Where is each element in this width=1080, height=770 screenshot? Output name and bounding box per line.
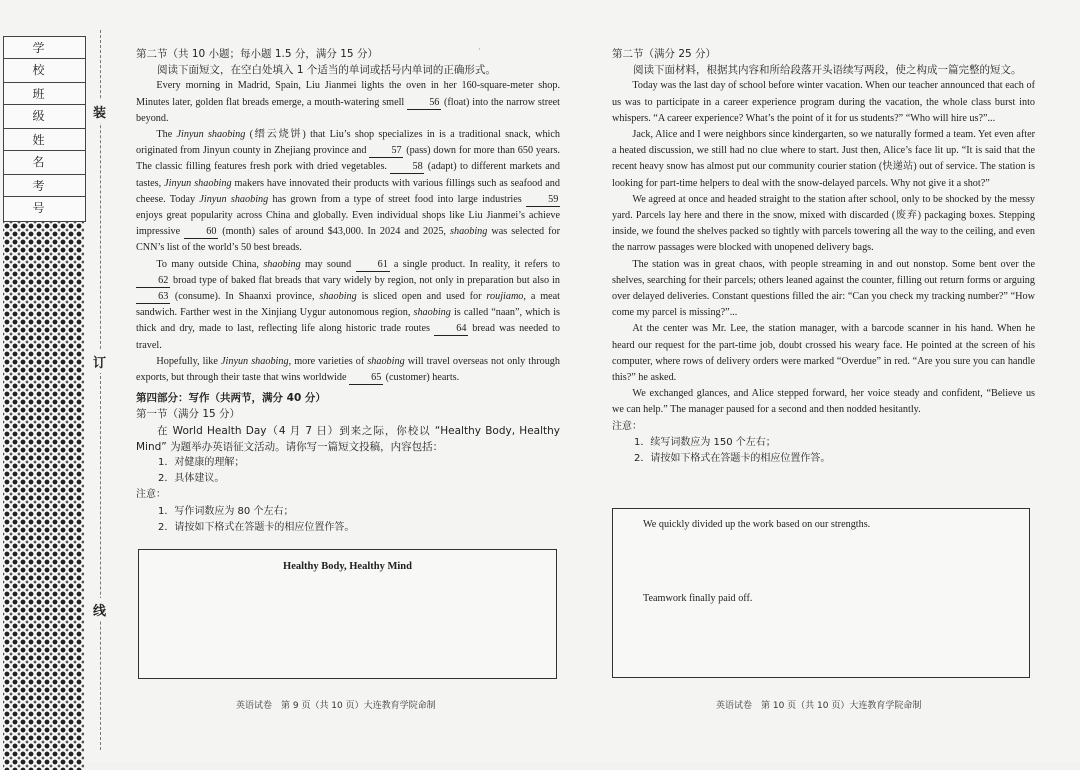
security-pattern	[3, 222, 84, 770]
blank-64[interactable]: 64	[434, 323, 468, 336]
school-label: 学 校	[4, 37, 85, 59]
blank-56[interactable]: 56	[407, 97, 441, 110]
passage-paragraph: Every morning in Madrid, Spain, Liu Jianmei lights the oven in her 160-square-meter shop. Minutes later, golden flat breads emerge, a mouth-watering smell 56 (float) into the narrow street beyond.	[136, 80, 560, 124]
essay-title: Healthy Body, Healthy Mind	[283, 561, 412, 572]
bind-char-zhuang: 装	[93, 100, 106, 123]
right-section-heading: 第二节（满分 25 分）	[612, 48, 717, 60]
story-paragraph: We exchanged glances, and Alice stepped forward, her voice steady and confident, “Believe us we can help.” The manager paused for a second and then nodded hesitantly.	[612, 388, 1056, 416]
blank-62[interactable]: 62	[136, 275, 170, 288]
bind-char-ding: 订	[93, 350, 106, 373]
school-field[interactable]	[3, 36, 86, 84]
right-column	[612, 46, 1056, 467]
writing-task: 在 World Health Day（4 月 7 日）到来之际，你校以 “Healthy Body, Healthy Mind” 为题举办英语征文活动。请你写一篇短文投稿，内容包括：	[136, 424, 560, 453]
section1-heading: 第一节（满分 15 分）	[136, 408, 241, 421]
continuation-instruction: 阅读下面材料，根据其内容和所给段落开头语续写两段，使之构成一篇完整的短文。	[633, 64, 1022, 77]
note-item: 2．请按如下格式在答题卡的相应位置作答。	[634, 453, 831, 465]
page-footer-left: 英语试卷 第 9 页（共 10 页）大连教育学院命制	[236, 701, 436, 711]
story-paragraph: At the center was Mr. Lee, the station manager, with a barcode scanner in his hand. When he heard our request for the part-time job, doubt crossed his weary face. He pointed at the screen of his computer, where rows of delivery orders were marked “Overdue” in red. “Are you sure you can handle this?” he asked.	[612, 323, 1035, 384]
page-footer-right: 英语试卷 第 10 页（共 10 页）大连教育学院命制	[716, 701, 922, 711]
blank-59[interactable]: 59	[526, 194, 560, 207]
scan-dot: ·	[478, 44, 481, 54]
binding-strip	[0, 30, 86, 750]
binding-dashed-line	[100, 30, 101, 750]
note-item: 1．续写词数应为 150 个左右；	[634, 436, 776, 448]
essay-answer-box[interactable]	[138, 549, 557, 679]
name-label: 姓 名	[4, 129, 85, 151]
task-item: 1．对健康的理解；	[158, 457, 245, 469]
paragraph-opener-2: Teamwork finally paid off.	[643, 593, 753, 604]
passage-paragraph: To many outside China, shaobing may sound 61 a single product. In reality, it refers to 62 broad type of baked flat breads that vary widely by region, not only in preparation but also in 63 (consume). In Shaanxi province, shaobing is sliced open and used for roujiamo, a meat sandwich. Farther west in the Xinjiang Uygur autonomous region, shaobing is called “naan”, which is thick and dry, made to last, reflecting life along historic trade routes 64 bread was needed to travel.	[136, 258, 561, 351]
note-item: 2．请按如下格式在答题卡的相应位置作答。	[158, 521, 355, 533]
blank-61[interactable]: 61	[356, 259, 390, 272]
note-item: 1．写作词数应为 80 个左右；	[158, 505, 294, 517]
name-field[interactable]	[3, 128, 86, 176]
part4-heading: 第四部分：写作（共两节，满分 40 分）	[136, 392, 326, 405]
passage-paragraph: The Jinyun shaobing (缙云烧饼) that Liu’s shop specializes in is a traditional snack, which originated from Jinyun county in Zhejiang province and 57 (pass) down for more than 650 years. The classic filling features fresh pork with dried vegetables. 58 (adapt) to different markets and tastes, Jinyun shaobing makers have innovated their products with various fillings such as seafood and cheese. Today Jinyun shaobing has grown from a type of street food into large industries 59 enjoys great popularity across China and globally. Even individual shops like Liu Jianmei’s achieve impressive 60 (month) sales of around $43,000. In 2024 and 2025, shaobing was selected for CNN’s list of the world’s 50 best breads.	[136, 129, 560, 254]
class-label: 班 级	[4, 83, 85, 105]
blank-63[interactable]: 63	[136, 291, 170, 304]
continuation-answer-box[interactable]	[612, 508, 1030, 678]
story-paragraph: Jack, Alice and I were neighbors since kindergarten, so we naturally formed a team. Yet even after a heated discussion, we still had no clue where to start. Just then, Alice’s face lit up. “It is said that the recent heavy snow has almost put our community courier station (快递站) out of service. The station is looking for part-time helpers to deal with the snow-delayed parcels. Why not give it a shot?”	[612, 129, 1035, 189]
story-paragraph: We agreed at once and headed straight to the station after school, only to be shocked by the messy yard. Parcels lay here and there in the snow, mixed with discarded (废弃) packaging boxes. Stepping inside, we found the shelves packed so tightly with parcels towering all the way to the ceiling, and even the narrow passages were blocked with unopened delivery bags.	[612, 193, 1035, 254]
story-paragraph: Today was the last day of school before winter vacation. When our teacher announced that each of us was to participate in a career experience program during the vacation, the whole class burst into whispers. “A career experience? What’s the point of it for us students?” “Who will hire us?”...	[612, 80, 1035, 124]
blank-65[interactable]: 65	[349, 372, 383, 385]
note-label: 注意：	[136, 489, 166, 501]
blank-60[interactable]: 60	[184, 226, 218, 239]
bind-char-xian: 线	[93, 598, 106, 621]
task-item: 2．具体建议。	[158, 473, 225, 485]
story-paragraph: The station was in great chaos, with people streaming in and out nonstop. Some bent over the shelves, searching for their parcels; others leaned against the counter, filling out return forms or arguing over delayed deliveries. Constant questions filled the air: “Can you check my tracking number?” “How come my parcel is missing?”...	[612, 258, 1035, 319]
note-label: 注意：	[612, 420, 642, 432]
blank-57[interactable]: 57	[369, 145, 403, 158]
blank-58[interactable]: 58	[390, 161, 424, 174]
class-field[interactable]	[3, 82, 86, 130]
paragraph-opener-1: We quickly divided up the work based on our strengths.	[643, 519, 871, 530]
left-column	[136, 46, 560, 536]
exam-number-field[interactable]	[3, 174, 86, 222]
grammar-instruction: 阅读下面短文，在空白处填入 1 个适当的单词或括号内单词的正确形式。	[157, 64, 496, 77]
passage-paragraph: Hopefully, like Jinyun shaobing, more varieties of shaobing will travel overseas not only through exports, but through their taste that wins worldwide 65 (customer) hearts.	[136, 355, 560, 384]
section2-heading: 第二节（共 10 小题；每小题 1.5 分，满分 15 分）	[136, 48, 378, 60]
exam-number-label: 考 号	[4, 175, 85, 197]
